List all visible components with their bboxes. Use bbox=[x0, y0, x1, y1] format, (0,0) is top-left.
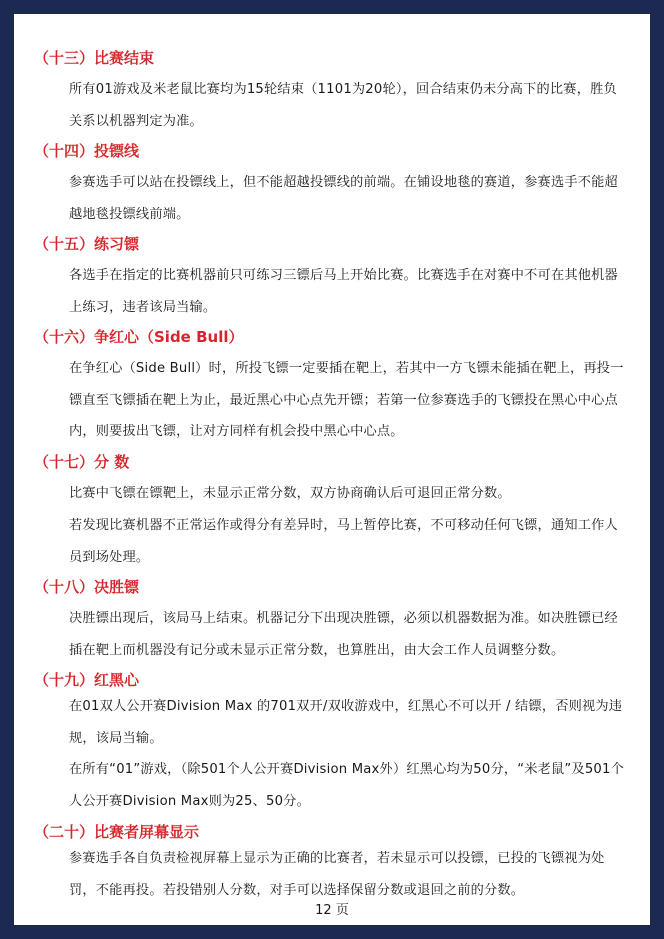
section-heading-18: （十八）决胜镖 bbox=[34, 578, 140, 596]
section-19-paragraph-2: 在所有“01”游戏，（除501个人公开赛Division Max外）红黑心均为50分，“米老鼠”及501个人公开赛Division Max则为25、50分。 bbox=[69, 762, 624, 809]
section-17-paragraph-1: 比赛中飞镖在镖靶上，未显示正常分数，双方协商确认后可退回正常分数。 bbox=[69, 486, 511, 501]
section-20-paragraph: 参赛选手各自负责检视屏幕上显示为正确的比赛者，若未显示可以投镖，已投的飞镖视为处罚，不能再投。若投错别人分数，对手可以选择保留分数或退回之前的分数。 bbox=[69, 851, 605, 898]
section-heading-16: （十六）争红心（Side Bull） bbox=[34, 328, 244, 346]
section-heading-20: （二十）比赛者屏幕显示 bbox=[34, 823, 200, 841]
section-17-paragraph-2: 若发现比赛机器不正常运作或得分有差异时，马上暂停比赛，不可移动任何飞镖，通知工作人员到场处理。 bbox=[69, 518, 618, 565]
section-heading-19: （十九）红黑心 bbox=[34, 671, 140, 689]
section-16-paragraph: 在争红心（Side Bull）时，所投飞镖一定要插在靶上，若其中一方飞镖未能插在靶上，再投一镖直至飞镖插在靶上为止，最近黑心中心点先开镖；若第一位参赛选手的飞镖投在黑心中心点内，则要拔出飞镖，让对方同样有机会投中黑心中心点。 bbox=[69, 361, 624, 439]
section-heading-15: （十五）练习镖 bbox=[34, 235, 140, 253]
section-heading-14: （十四）投镖线 bbox=[34, 142, 140, 160]
section-19-paragraph-1: 在01双人公开赛Division Max 的701双开/双收游戏中，红黑心不可以开 / 结镖，否则视为违规，该局当输。 bbox=[69, 699, 623, 746]
section-heading-13: （十三）比赛结束 bbox=[34, 49, 155, 67]
document-page bbox=[14, 14, 650, 925]
section-14-paragraph: 参赛选手可以站在投镖线上，但不能超越投镖线的前端。在铺设地毯的赛道，参赛选手不能超越地毯投镖线前端。 bbox=[69, 175, 618, 222]
section-13-paragraph: 所有01游戏及米老鼠比赛均为15轮结束（1101为20轮），回合结束仍未分高下的比赛，胜负关系以机器判定为准。 bbox=[69, 82, 617, 129]
page-number: 12 页 bbox=[315, 903, 349, 918]
section-heading-17: （十七）分 数 bbox=[34, 453, 130, 471]
section-18-paragraph: 决胜镖出现后，该局马上结束。机器记分下出现决胜镖，必须以机器数据为准。如决胜镖已经插在靶上而机器没有记分或未显示正常分数，也算胜出，由大会工作人员调整分数。 bbox=[69, 611, 618, 658]
section-15-paragraph: 各选手在指定的比赛机器前只可练习三镖后马上开始比赛。比赛选手在对赛中不可在其他机器上练习，违者该局当输。 bbox=[69, 268, 618, 315]
